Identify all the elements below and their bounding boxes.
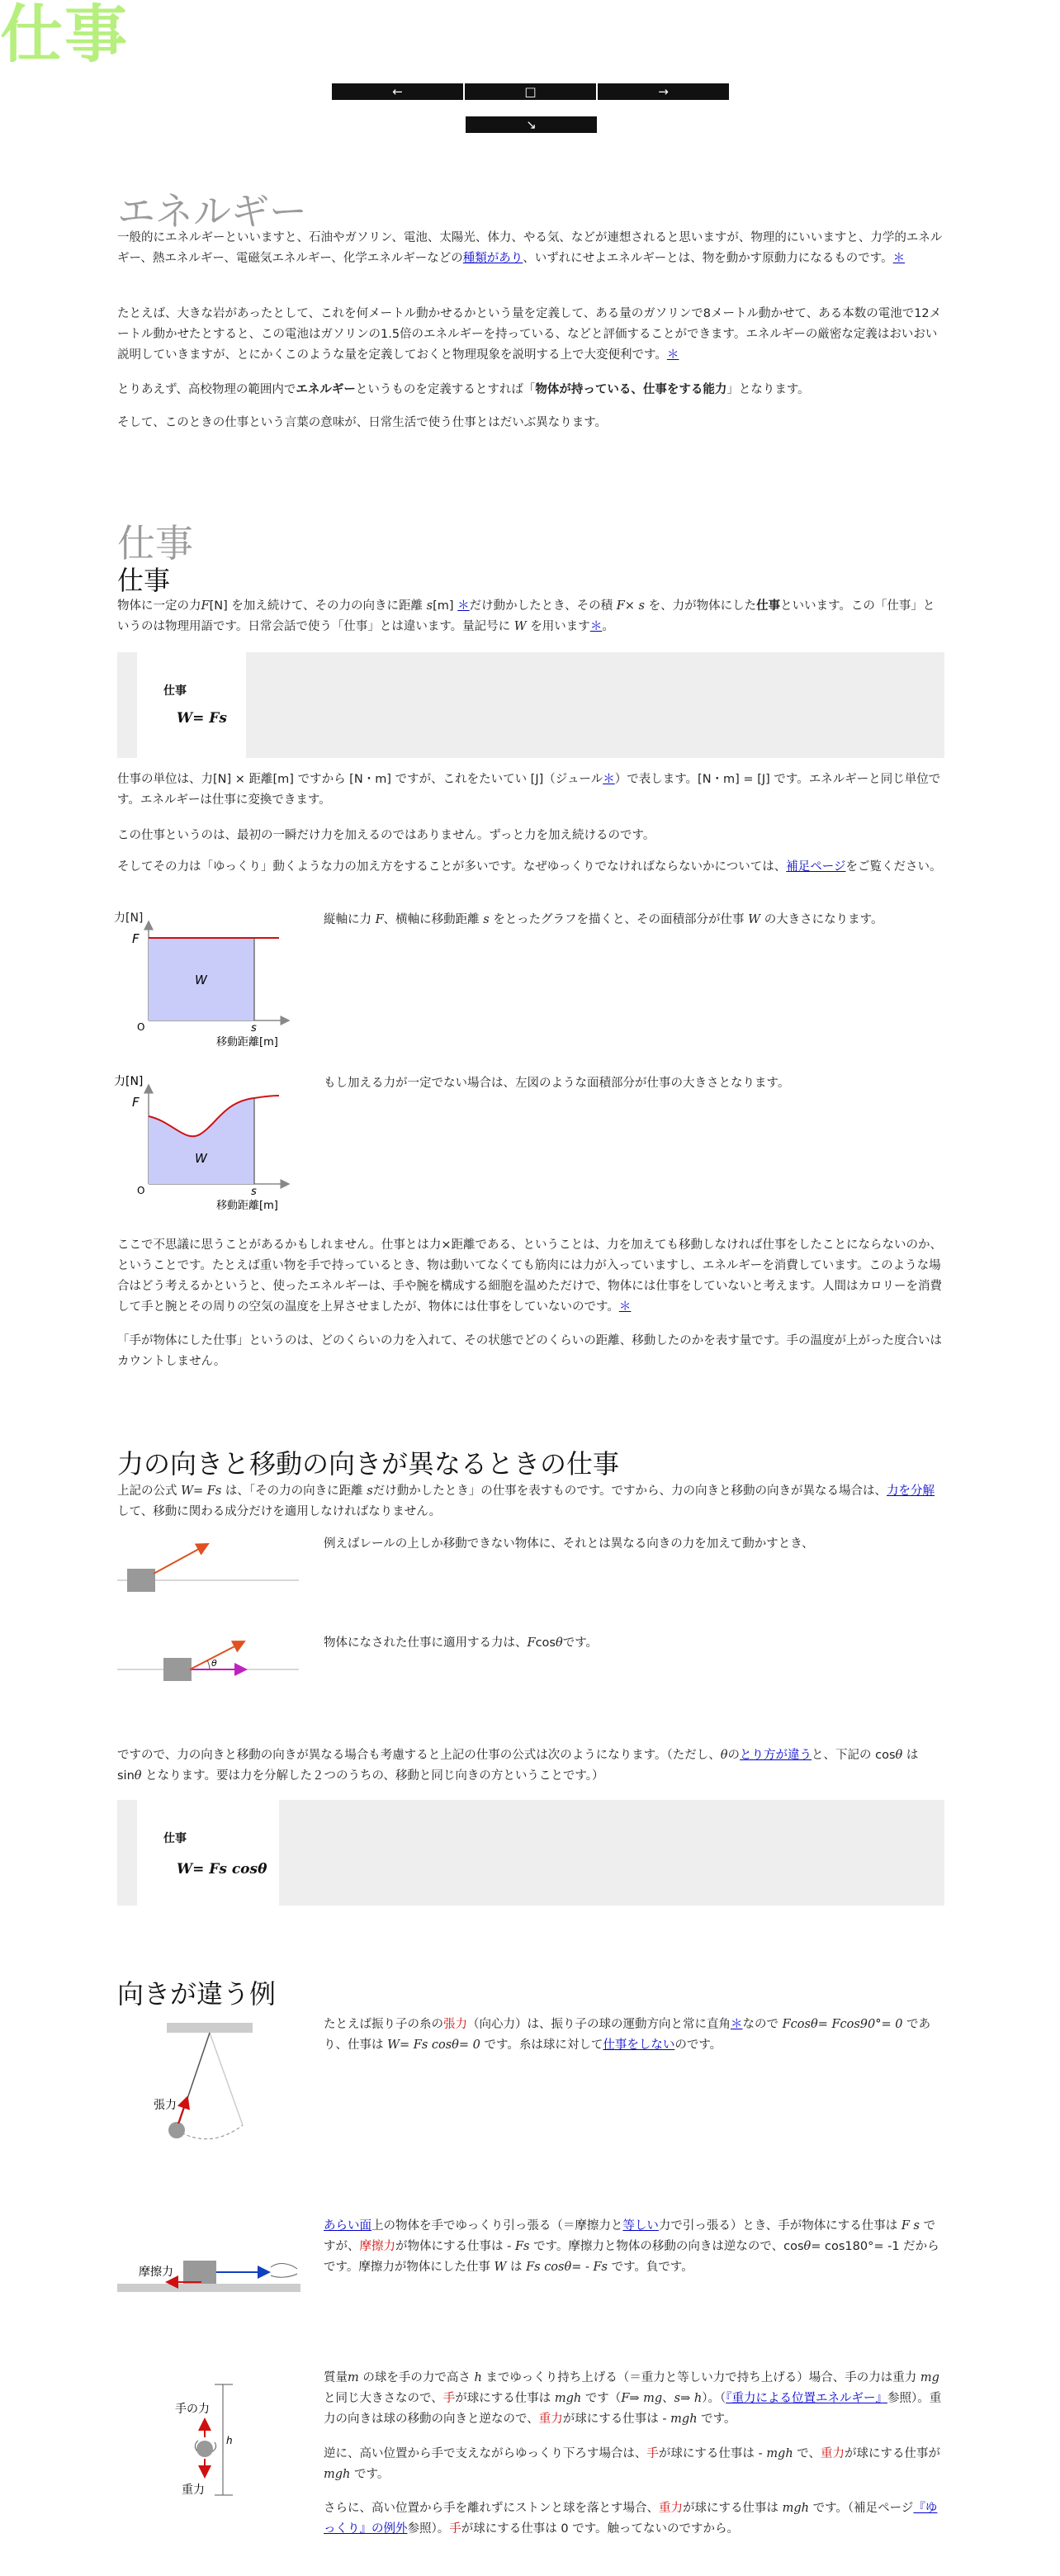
text: までゆっくり持ち上げる（＝重力と等しい力で持ち上げる）場合、手の力は重力 <box>485 2371 917 2384</box>
text: です。負です。 <box>611 2261 693 2274</box>
link-gravity-potential-energy[interactable]: 『重力による位置エネルギー』 <box>726 2392 887 2405</box>
text: 」となります。 <box>726 383 810 396</box>
direction-paragraph-1 <box>117 1481 944 1522</box>
text: をご覧ください。 <box>845 860 942 874</box>
text: ですので、力の向きと移動の向きが異なる場合も考慮すると上記の仕事の公式は次のようになります。（ただし、 <box>117 1749 721 1762</box>
text: のです。 <box>674 2039 722 2052</box>
text: 参照）。 <box>407 2522 450 2536</box>
link-energy-types[interactable]: 種類があり <box>462 252 523 265</box>
text: が物体にする仕事は - <box>395 2240 512 2253</box>
text: です。糸は球に対して <box>484 2039 603 2052</box>
var: mg <box>920 2371 939 2384</box>
energy-paragraph-4: そして、このときの仕事という言葉の意味が、日常生活で使う仕事とはだいぶ異なります。 <box>117 416 608 429</box>
var: W= Fs cosθ= 0 <box>387 2039 480 2052</box>
var: F <box>527 1636 536 1650</box>
origin-label: O <box>137 1021 145 1033</box>
rough-surface <box>117 2284 300 2292</box>
link-force-decomposition[interactable]: 力を分解 <box>887 1485 935 1498</box>
text: の大きさになります。 <box>764 913 883 926</box>
link-supplement-page[interactable]: 補足ページ <box>786 860 846 874</box>
page-nav <box>332 83 729 100</box>
subsection-title-examples: 向きが違う例 <box>117 1978 277 2010</box>
text: を、力が物体にした <box>648 599 757 613</box>
string-rest <box>210 2033 243 2125</box>
pendulum-support <box>167 2023 253 2033</box>
var: F <box>375 913 384 926</box>
link-angle-definition[interactable]: とり方が違う <box>740 1749 812 1762</box>
text: なので <box>742 2018 778 2031</box>
page-nav-secondary <box>466 116 597 133</box>
work-paragraph-1 <box>117 596 944 637</box>
example-dropping-text <box>324 2498 944 2540</box>
figure-friction <box>117 2226 307 2300</box>
text: 、 <box>662 2392 674 2405</box>
graph-variable-force <box>114 1068 304 1217</box>
text: です。 <box>701 2413 736 2426</box>
text: です。 <box>562 1636 599 1650</box>
var: mgh <box>670 2413 698 2426</box>
force-arrow <box>190 1641 244 1669</box>
text: ですが、 <box>324 2219 936 2253</box>
section-title-energy: エネルギー <box>117 189 307 234</box>
text: 上の物体を手でゆっくり引っ張る（＝摩擦力と <box>371 2219 623 2233</box>
origin-label: O <box>137 1185 145 1196</box>
var: W <box>494 2261 507 2274</box>
var: Fcosθ= Fcos90°= 0 <box>782 2018 903 2031</box>
text: と同じ大きさなので、 <box>324 2392 443 2405</box>
var: θ <box>803 2240 812 2253</box>
bold-text: エネルギー <box>296 383 356 396</box>
fig1-caption: 例えばレールの上しか移動できない物体に、それとは異なる向きの力を加えて動かすとき、 <box>324 1537 814 1551</box>
var: mgh <box>324 2468 351 2481</box>
text: です。（補足ページ <box>812 2502 914 2515</box>
var: F⇒ mg <box>621 2392 663 2405</box>
gravity-label: 重力 <box>182 2484 205 2497</box>
tension-arrow <box>178 2097 187 2124</box>
F-label: F <box>132 931 140 946</box>
x-axis-label: 移動距離[m] <box>216 1200 278 1212</box>
prev-page-button[interactable]: ← <box>332 83 463 100</box>
s-label: s <box>251 1186 257 1198</box>
footnote-link[interactable]: ＊ <box>457 599 470 613</box>
var: θ <box>134 1769 142 1783</box>
text: の <box>727 1749 741 1762</box>
var: θ <box>720 1749 728 1762</box>
bold-text: 物体が持っている、仕事をする能力 <box>535 383 727 396</box>
text: = cos180°= -1 だからです。摩擦力が物体にした仕事 <box>324 2240 939 2274</box>
var: mgh <box>554 2392 582 2405</box>
highlight-text: 手 <box>442 2392 456 2405</box>
text: 、いずれにせよエネルギーとは、物を動かす原動力になるものです。 <box>523 252 893 265</box>
text: ここで不思議に思うことがあるかもしれません。仕事とは力×距離である、ということは、力を加えても移動しなければ仕事をしたことにならないのか、ということです。たとえば重い物を手で持っているとき、物は動いてなくても筋肉には力が入っていますし、エネルギーを消費しています。このような場合はどう考えるかというと、使ったエネルギーは、手や腕を構成する細胞を温めただけで、物体には仕事をしていないと考えます。人間はカロリーを消費して手と腕とその周りの空気の温度を上昇させましたが、物体には仕事をしていないのです。 <box>117 1238 943 1314</box>
text: とりあえず、高校物理の範囲内で <box>117 383 296 396</box>
highlight-text: 手 <box>646 2447 659 2460</box>
y-axis-label: 力[N] <box>114 912 144 925</box>
highlight-text: 重力 <box>538 2413 563 2426</box>
W-label: W <box>195 1151 207 1166</box>
text: 力で引っ張る）とき、手が物体にする仕事は <box>658 2219 898 2233</box>
var: F× s <box>616 599 645 613</box>
link-equal[interactable]: 等しい <box>622 2219 659 2233</box>
text: 。 <box>602 620 614 633</box>
friction-label: 摩擦力 <box>139 2266 173 2279</box>
swing-path <box>177 2125 243 2139</box>
figure-rail-force-components <box>117 1620 307 1686</box>
section-title-work: 仕事 <box>117 521 193 566</box>
text: は、「その力の向きに距離 <box>225 1485 363 1498</box>
y-axis-label: 力[N] <box>114 1075 144 1088</box>
text: だけ動かしたとき」の仕事を表すものです。ですから、力の向きと移動の向きが異なる場合は、 <box>372 1485 887 1498</box>
text: そしてその力は「ゆっくり」動くような力の加え方をすることが多いです。なぜゆっくりでなければならないかについては、 <box>117 860 787 874</box>
text: が球にする仕事は <box>455 2392 551 2405</box>
text: さらに、高い位置から手を離れずにストンと球を落とす場合、 <box>324 2502 659 2515</box>
text: たとえば振り子の糸の <box>324 2018 443 2031</box>
text: （向心力）は、振り子の球の運動方向と常に直角 <box>467 2018 731 2031</box>
text: 一般的にエネルギーといいますと、石油やガソリン、電池、太陽光、体力、やる気、などが連想されると思いますが、物理的にいいますと、力学的エネルギー、熱エネルギー、電磁気エネルギー、化学エネルギーなどの <box>117 231 943 265</box>
highlight-text: 重力 <box>659 2502 683 2515</box>
var: F <box>201 599 210 613</box>
formula-panel <box>137 1800 279 1906</box>
work-paragraph-6: 「手が物体にした仕事」というのは、どのくらいの力を入れて、その状態でどのくらいの距離、移動したのかを表す量です。手の温度が上がった度合いはカウントしません。 <box>117 1334 943 1368</box>
figure-rail-force <box>117 1532 307 1598</box>
var: s <box>426 599 433 613</box>
text: となります。要は力を分解した２つのうちの、移動と同じ向きの方ということです。） <box>145 1769 604 1783</box>
text: 逆に、高い位置から手で支えながらゆっくり下ろす場合は、 <box>324 2447 647 2460</box>
var: m <box>348 2371 359 2384</box>
fig2-caption <box>324 1633 944 1654</box>
text: で、 <box>797 2447 821 2460</box>
var: W <box>748 913 761 926</box>
var: mgh <box>782 2502 809 2515</box>
text: 参照）。重力の向きは球の移動の向きと逆なので、 <box>324 2392 942 2426</box>
text: cos <box>535 1636 556 1650</box>
graph2-caption: もし加える力が一定でない場合は、左図のような面積部分が仕事の大きさとなります。 <box>324 1077 790 1090</box>
figure-pendulum <box>150 2021 315 2145</box>
s-label: s <box>251 1022 257 1035</box>
force-arrow <box>154 1544 208 1574</box>
example-lowering-text <box>324 2444 944 2485</box>
hand-force-label: 手の力 <box>175 2403 210 2416</box>
var: Fs cosθ= - Fs <box>526 2261 608 2274</box>
block <box>127 1569 155 1592</box>
W-label: W <box>195 973 207 987</box>
text: が球にする仕事が <box>845 2447 941 2460</box>
index-button[interactable]: □ <box>465 83 596 100</box>
graph1-caption <box>324 910 944 930</box>
footnote-link[interactable]: ＊ <box>892 252 906 265</box>
work-paragraph-5 <box>117 1235 944 1318</box>
var: s⇒ h <box>674 2392 703 2405</box>
text: たとえば、大きな岩があったとして、これを何メートル動かせるかという量を定義して、ある量のガソリンで8メートル動かせて、ある本数の電池で12メートル動かせたとすると、この電池はガソリンの1.5倍のエネルギーを持っている、などと評価することができます。エネルギーの厳密な定義はおいおい説明していきますが、とにかくこのような量を定義しておくと物理現象を説明する上で大変便利です。 <box>117 307 942 362</box>
text: であり、仕事は <box>324 2018 931 2052</box>
text: 質量 <box>324 2371 348 2384</box>
pendulum-ball <box>168 2122 185 2138</box>
energy-paragraph-2 <box>117 304 944 366</box>
direction-paragraph-2 <box>117 1745 944 1787</box>
energy-paragraph-1 <box>117 228 944 269</box>
work-paragraph-3: この仕事というのは、最初の一瞬だけ力を加えるのではありません。ずっと力を加え続けるのです。 <box>117 829 655 842</box>
text: 縦軸に力 <box>324 913 371 926</box>
text: だけ動かしたとき、その積 <box>469 599 613 613</box>
text: 上記の公式 <box>117 1485 177 1498</box>
work-paragraph-4 <box>117 857 944 878</box>
theta-label: θ <box>211 1658 217 1669</box>
block <box>163 1658 192 1681</box>
link-no-work[interactable]: 仕事をしない <box>603 2039 675 2052</box>
F-label: F <box>132 1095 140 1110</box>
text: をとったグラフを描くと、その面積部分が仕事 <box>493 913 745 926</box>
text: 物体になされた仕事に適用する力は、 <box>324 1636 528 1650</box>
text: です。摩擦力と物体の移動の向きは逆なので、cos <box>533 2240 804 2253</box>
angle-arc <box>207 1660 210 1669</box>
var: W <box>513 620 527 633</box>
work-paragraph-2 <box>117 769 944 811</box>
text: が球にする仕事は 0 です。触ってないのですから。 <box>461 2522 740 2536</box>
var: s <box>483 913 490 926</box>
text: [m] <box>433 599 454 613</box>
text: 、横軸に移動距離 <box>383 913 480 926</box>
var: F s <box>901 2219 920 2233</box>
var: W= Fs <box>181 1485 222 1498</box>
text: です（ <box>584 2392 622 2405</box>
highlight-text: 張力 <box>443 2018 467 2031</box>
formula-work-angle: W= Fs cosθ <box>177 1861 267 1878</box>
x-axis-label: 移動距離[m] <box>216 1036 278 1049</box>
text: [N] を加え続けて、その力の向きに距離 <box>209 599 424 613</box>
hand-icon <box>271 2264 297 2278</box>
text: は sin <box>117 1749 919 1783</box>
text: が球にする仕事は - <box>658 2447 763 2460</box>
footnote-link[interactable]: ＊ <box>666 348 679 362</box>
link-slow-exception[interactable]: 『ゆっくり』の例外 <box>324 2502 938 2536</box>
var: s <box>367 1485 373 1498</box>
example-pendulum-text <box>324 2015 944 2056</box>
text: が球にする仕事は <box>683 2502 778 2515</box>
text: して、移動に関わる成分だけを適用しなければなりません。 <box>117 1505 442 1518</box>
example-friction-text <box>324 2216 944 2278</box>
text: は <box>509 2261 523 2274</box>
bold-text: 仕事 <box>756 599 781 613</box>
text: と、下記の cos <box>812 1749 896 1762</box>
highlight-text: 手 <box>449 2522 461 2536</box>
energy-paragraph-3 <box>117 380 944 400</box>
block <box>183 2261 216 2284</box>
footnote-link[interactable]: ＊ <box>618 1300 632 1314</box>
text: といいます。この「仕事」というのは物理用語です。日常会話で使う「仕事」とは違います。量記号に <box>117 599 935 633</box>
text: 仕事の単位は、力[N] × 距離[m] ですから [N・m] ですが、これをたいてい [J]（ジュール <box>117 773 603 786</box>
var: θ <box>555 1636 563 1650</box>
highlight-text: 摩擦力 <box>359 2240 395 2253</box>
site-title: 仕事 <box>0 0 129 71</box>
text: です。 <box>353 2468 390 2481</box>
var: Fs <box>514 2240 530 2253</box>
subsection-title-direction: 力の向きと移動の向きが異なるときの仕事 <box>117 1448 620 1480</box>
text: というものを定義するとすれば「 <box>355 383 536 396</box>
work-area <box>149 1098 254 1184</box>
text: ）で表します。[N・m] = [J] です。エネルギーと同じ単位です。エネルギーは仕事に変換できます。 <box>117 773 941 807</box>
footnote-link[interactable]: ＊ <box>731 2018 743 2031</box>
ball <box>196 2441 213 2457</box>
formula-box-work <box>117 652 944 758</box>
text: が球にする仕事は - <box>562 2413 667 2426</box>
text: ）。（ <box>702 2392 726 2405</box>
formula-label: 仕事 <box>163 684 187 698</box>
next-page-button[interactable]: → <box>598 83 729 100</box>
subsection-title-work: 仕事 <box>117 565 171 596</box>
text: を用います <box>530 620 590 633</box>
link-rough-surface[interactable]: あらい面 <box>324 2219 371 2233</box>
figure-lifting-ball <box>167 2378 282 2502</box>
graph-constant-force <box>114 905 304 1054</box>
highlight-text: 重力 <box>821 2447 845 2460</box>
h-label: h <box>226 2435 233 2446</box>
var: θ <box>895 1749 903 1762</box>
formula-work: W= Fs <box>177 710 227 727</box>
var: h <box>474 2371 482 2384</box>
var: mgh <box>766 2447 793 2460</box>
formula-label: 仕事 <box>163 1832 187 1845</box>
example-lifting-text <box>324 2368 944 2430</box>
formula-panel <box>137 652 246 758</box>
footnote-link[interactable]: ＊ <box>589 620 603 633</box>
subpage-button[interactable]: ↘ <box>466 116 597 133</box>
footnote-link[interactable]: ＊ <box>603 773 615 786</box>
formula-box-direction <box>117 1800 944 1906</box>
tension-label: 張力 <box>154 2099 177 2112</box>
text: 物体に一定の力 <box>117 599 201 613</box>
text: の球を手の力で高さ <box>362 2371 471 2384</box>
